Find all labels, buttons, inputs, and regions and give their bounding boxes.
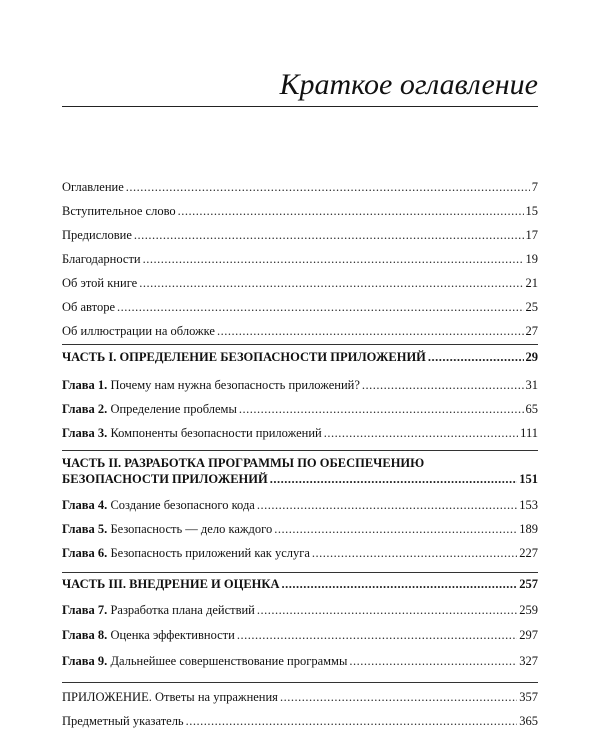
- toc-part-label: ЧАСТЬ III. ВНЕДРЕНИЕ И ОЦЕНКА: [62, 577, 280, 591]
- chapter-page: 189: [519, 522, 538, 536]
- toc-part-2[interactable]: [62, 472, 538, 487]
- chapter-page: 65: [525, 402, 538, 416]
- toc-entry-label: Об авторе: [62, 300, 115, 314]
- chapter-number: Глава 7.: [62, 603, 108, 617]
- chapter-number: Глава 2.: [62, 402, 108, 416]
- page-title: Краткое оглавление: [279, 68, 538, 101]
- toc-entry-contents[interactable]: [62, 180, 538, 195]
- toc-entry-page: 7: [531, 180, 538, 194]
- toc-entry-appendix[interactable]: [62, 690, 538, 705]
- chapter-title: Компоненты безопасности приложений: [110, 426, 322, 440]
- toc-part-2-label-line1[interactable]: ЧАСТЬ II. РАЗРАБОТКА ПРОГРАММЫ ПО ОБЕСПЕЧЕНИЮ: [62, 456, 425, 470]
- toc-part-page: 29: [525, 350, 538, 364]
- toc-entry-page: 357: [519, 690, 538, 704]
- toc-chapter-1[interactable]: [62, 378, 538, 393]
- toc-part-label: ЧАСТЬ I. ОПРЕДЕЛЕНИЕ БЕЗОПАСНОСТИ ПРИЛОЖЕНИЙ: [62, 350, 426, 364]
- chapter-number: Глава 6.: [62, 546, 108, 560]
- toc-entry-page: 365: [519, 714, 538, 728]
- toc-entry-page: 27: [525, 324, 538, 338]
- toc-entry-label: Вступительное слово: [62, 204, 176, 218]
- chapter-page: 297: [519, 628, 538, 642]
- chapter-title: Дальнейшее совершенствование программы: [110, 654, 348, 668]
- toc-entry-foreword[interactable]: [62, 204, 538, 219]
- chapter-title: Безопасность — дело каждого: [110, 522, 273, 536]
- toc-chapter-7[interactable]: [62, 603, 538, 618]
- chapter-page: 327: [519, 654, 538, 668]
- chapter-title: Безопасность приложений как услуга: [110, 546, 310, 560]
- toc-chapter-8[interactable]: [62, 628, 538, 643]
- toc-part-page: 151: [519, 472, 538, 486]
- chapter-page: 153: [519, 498, 538, 512]
- chapter-number: Глава 5.: [62, 522, 108, 536]
- chapter-number: Глава 8.: [62, 628, 108, 642]
- toc-entry-label: Благодарности: [62, 252, 141, 266]
- toc-entry-about-author[interactable]: [62, 300, 538, 315]
- toc-part-3[interactable]: [62, 577, 538, 592]
- toc-entry-page: 21: [525, 276, 538, 290]
- chapter-title: Оценка эффективности: [110, 628, 235, 642]
- toc-part-1[interactable]: [62, 350, 538, 365]
- toc-entry-acknowledgements[interactable]: [62, 252, 538, 267]
- toc-entry-label: Предисловие: [62, 228, 132, 242]
- chapter-number: Глава 9.: [62, 654, 108, 668]
- chapter-title: Почему нам нужна безопасность приложений?: [110, 378, 360, 392]
- toc-part-page: 257: [519, 577, 538, 591]
- toc-entry-index[interactable]: [62, 714, 538, 729]
- toc-part-label: БЕЗОПАСНОСТИ ПРИЛОЖЕНИЙ: [62, 472, 268, 486]
- toc-entry-label: Предметный указатель: [62, 714, 184, 728]
- toc-chapter-9[interactable]: [62, 654, 538, 669]
- chapter-number: Глава 3.: [62, 426, 108, 440]
- toc-entry-page: 25: [525, 300, 538, 314]
- toc-entry-label: Об иллюстрации на обложке: [62, 324, 215, 338]
- chapter-page: 111: [520, 426, 538, 440]
- toc-entry-cover[interactable]: [62, 324, 538, 339]
- toc-entry-page: 17: [525, 228, 538, 242]
- chapter-page: 227: [519, 546, 538, 560]
- section-divider: [62, 344, 538, 345]
- chapter-title: Определение проблемы: [110, 402, 237, 416]
- toc-entry-label: ПРИЛОЖЕНИЕ. Ответы на упражнения: [62, 690, 278, 704]
- toc-chapter-5[interactable]: [62, 522, 538, 537]
- section-divider: [62, 682, 538, 683]
- toc-entry-page: 15: [525, 204, 538, 218]
- toc-entry-page: 19: [525, 252, 538, 266]
- chapter-title: Разработка плана действий: [110, 603, 255, 617]
- chapter-title: Создание безопасного кода: [110, 498, 255, 512]
- section-divider: [62, 572, 538, 573]
- toc-chapter-6[interactable]: [62, 546, 538, 561]
- chapter-number: Глава 4.: [62, 498, 108, 512]
- toc-entry-preface[interactable]: [62, 228, 538, 243]
- toc-chapter-4[interactable]: [62, 498, 538, 513]
- chapter-page: 259: [519, 603, 538, 617]
- title-divider: [62, 106, 538, 107]
- chapter-number: Глава 1.: [62, 378, 108, 392]
- toc-entry-label: Об этой книге: [62, 276, 138, 290]
- toc-entry-about-book[interactable]: [62, 276, 538, 291]
- chapter-page: 31: [525, 378, 538, 392]
- toc-chapter-2[interactable]: [62, 402, 538, 417]
- toc-chapter-3[interactable]: [62, 426, 538, 441]
- toc-entry-label: Оглавление: [62, 180, 124, 194]
- section-divider: [62, 450, 538, 451]
